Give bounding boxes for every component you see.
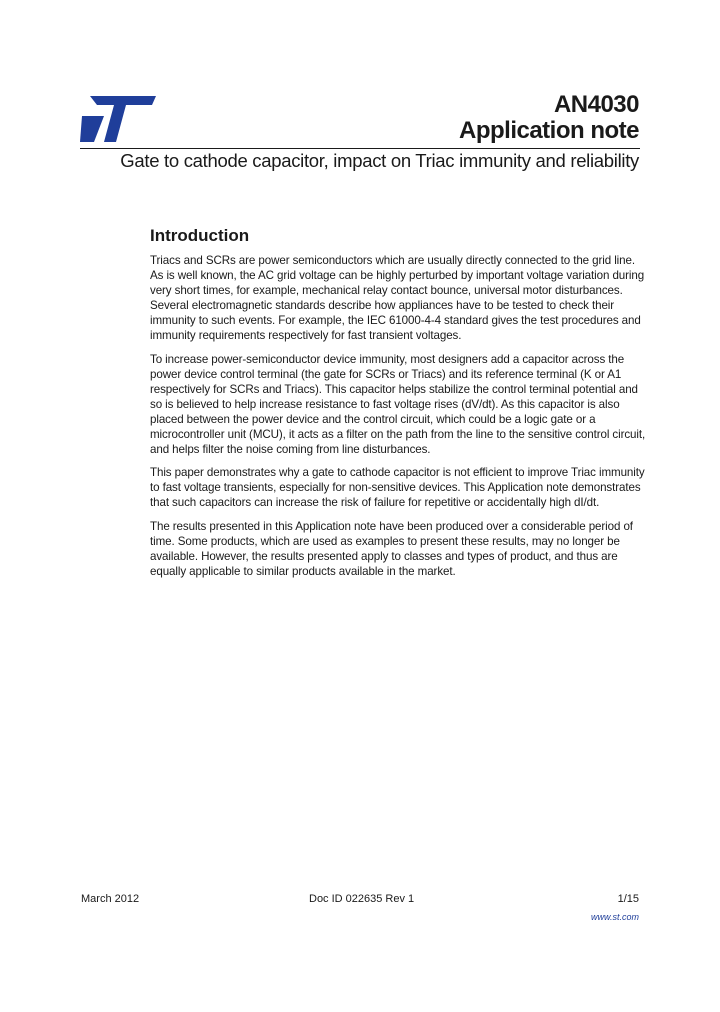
- document-type: Application note: [459, 117, 639, 144]
- document-title: Gate to cathode capacitor, impact on Triac immunity and reliability: [120, 150, 639, 171]
- paragraph: This paper demonstrates why a gate to cathode capacitor is not efficient to improve Triac immunity to fast voltage transients, especially for non-sensitive devices. This Application note demonstrates that such capacitors can increase the risk of failure for repetitive or accidentally high dI/dt.: [150, 466, 645, 510]
- st-logo: [80, 96, 156, 142]
- introduction-body: [150, 253, 646, 587]
- footer-date: March 2012: [81, 893, 140, 905]
- section-heading: Introduction: [150, 226, 250, 245]
- document-number: AN4030: [553, 91, 639, 118]
- paragraph: Triacs and SCRs are power semiconductors which are usually directly connected to the grid line. As is well known, the AC grid voltage can be highly perturbed by important voltage variation during very short times, for example, mechanical relay contact bounce, universal motor disturbances. Several electromagnetic standards describe how appliances have to be tested to check their immunity to such events. For example, the IEC 61000-4-4 standard gives the test procedures and immunity requirements respectively for fast transient voltages.: [150, 254, 645, 343]
- footer-doc-id: Doc ID 022635 Rev 1: [309, 893, 415, 905]
- paragraph: The results presented in this Application note have been produced over a considerable period of time. Some products, which are used as examples to present these results, may no longer be available. However, the results presented apply to classes and types of product, and thus are equally applicable to similar products available in the market.: [150, 519, 633, 578]
- paragraph: To increase power-semiconductor device immunity, most designers add a capacitor across the power device control terminal (the gate for SCRs or Triacs) and its reference terminal (K or A1 respectively for SCRs and Triacs). This capacitor helps stabilize the control terminal potential and so is believed to help increase resistance to fast voltage rises (dV/dt). As this capacitor is also placed between the power device and the control circuit, which could be a logic gate or a microcontroller unit (MCU), it acts as a filter on the path from the line to the sensitive control circuit, and helps filter the noise coming from line disturbances.: [150, 352, 646, 457]
- footer-page-number: 1/15: [617, 893, 639, 905]
- footer-website-link[interactable]: www.st.com: [590, 912, 639, 922]
